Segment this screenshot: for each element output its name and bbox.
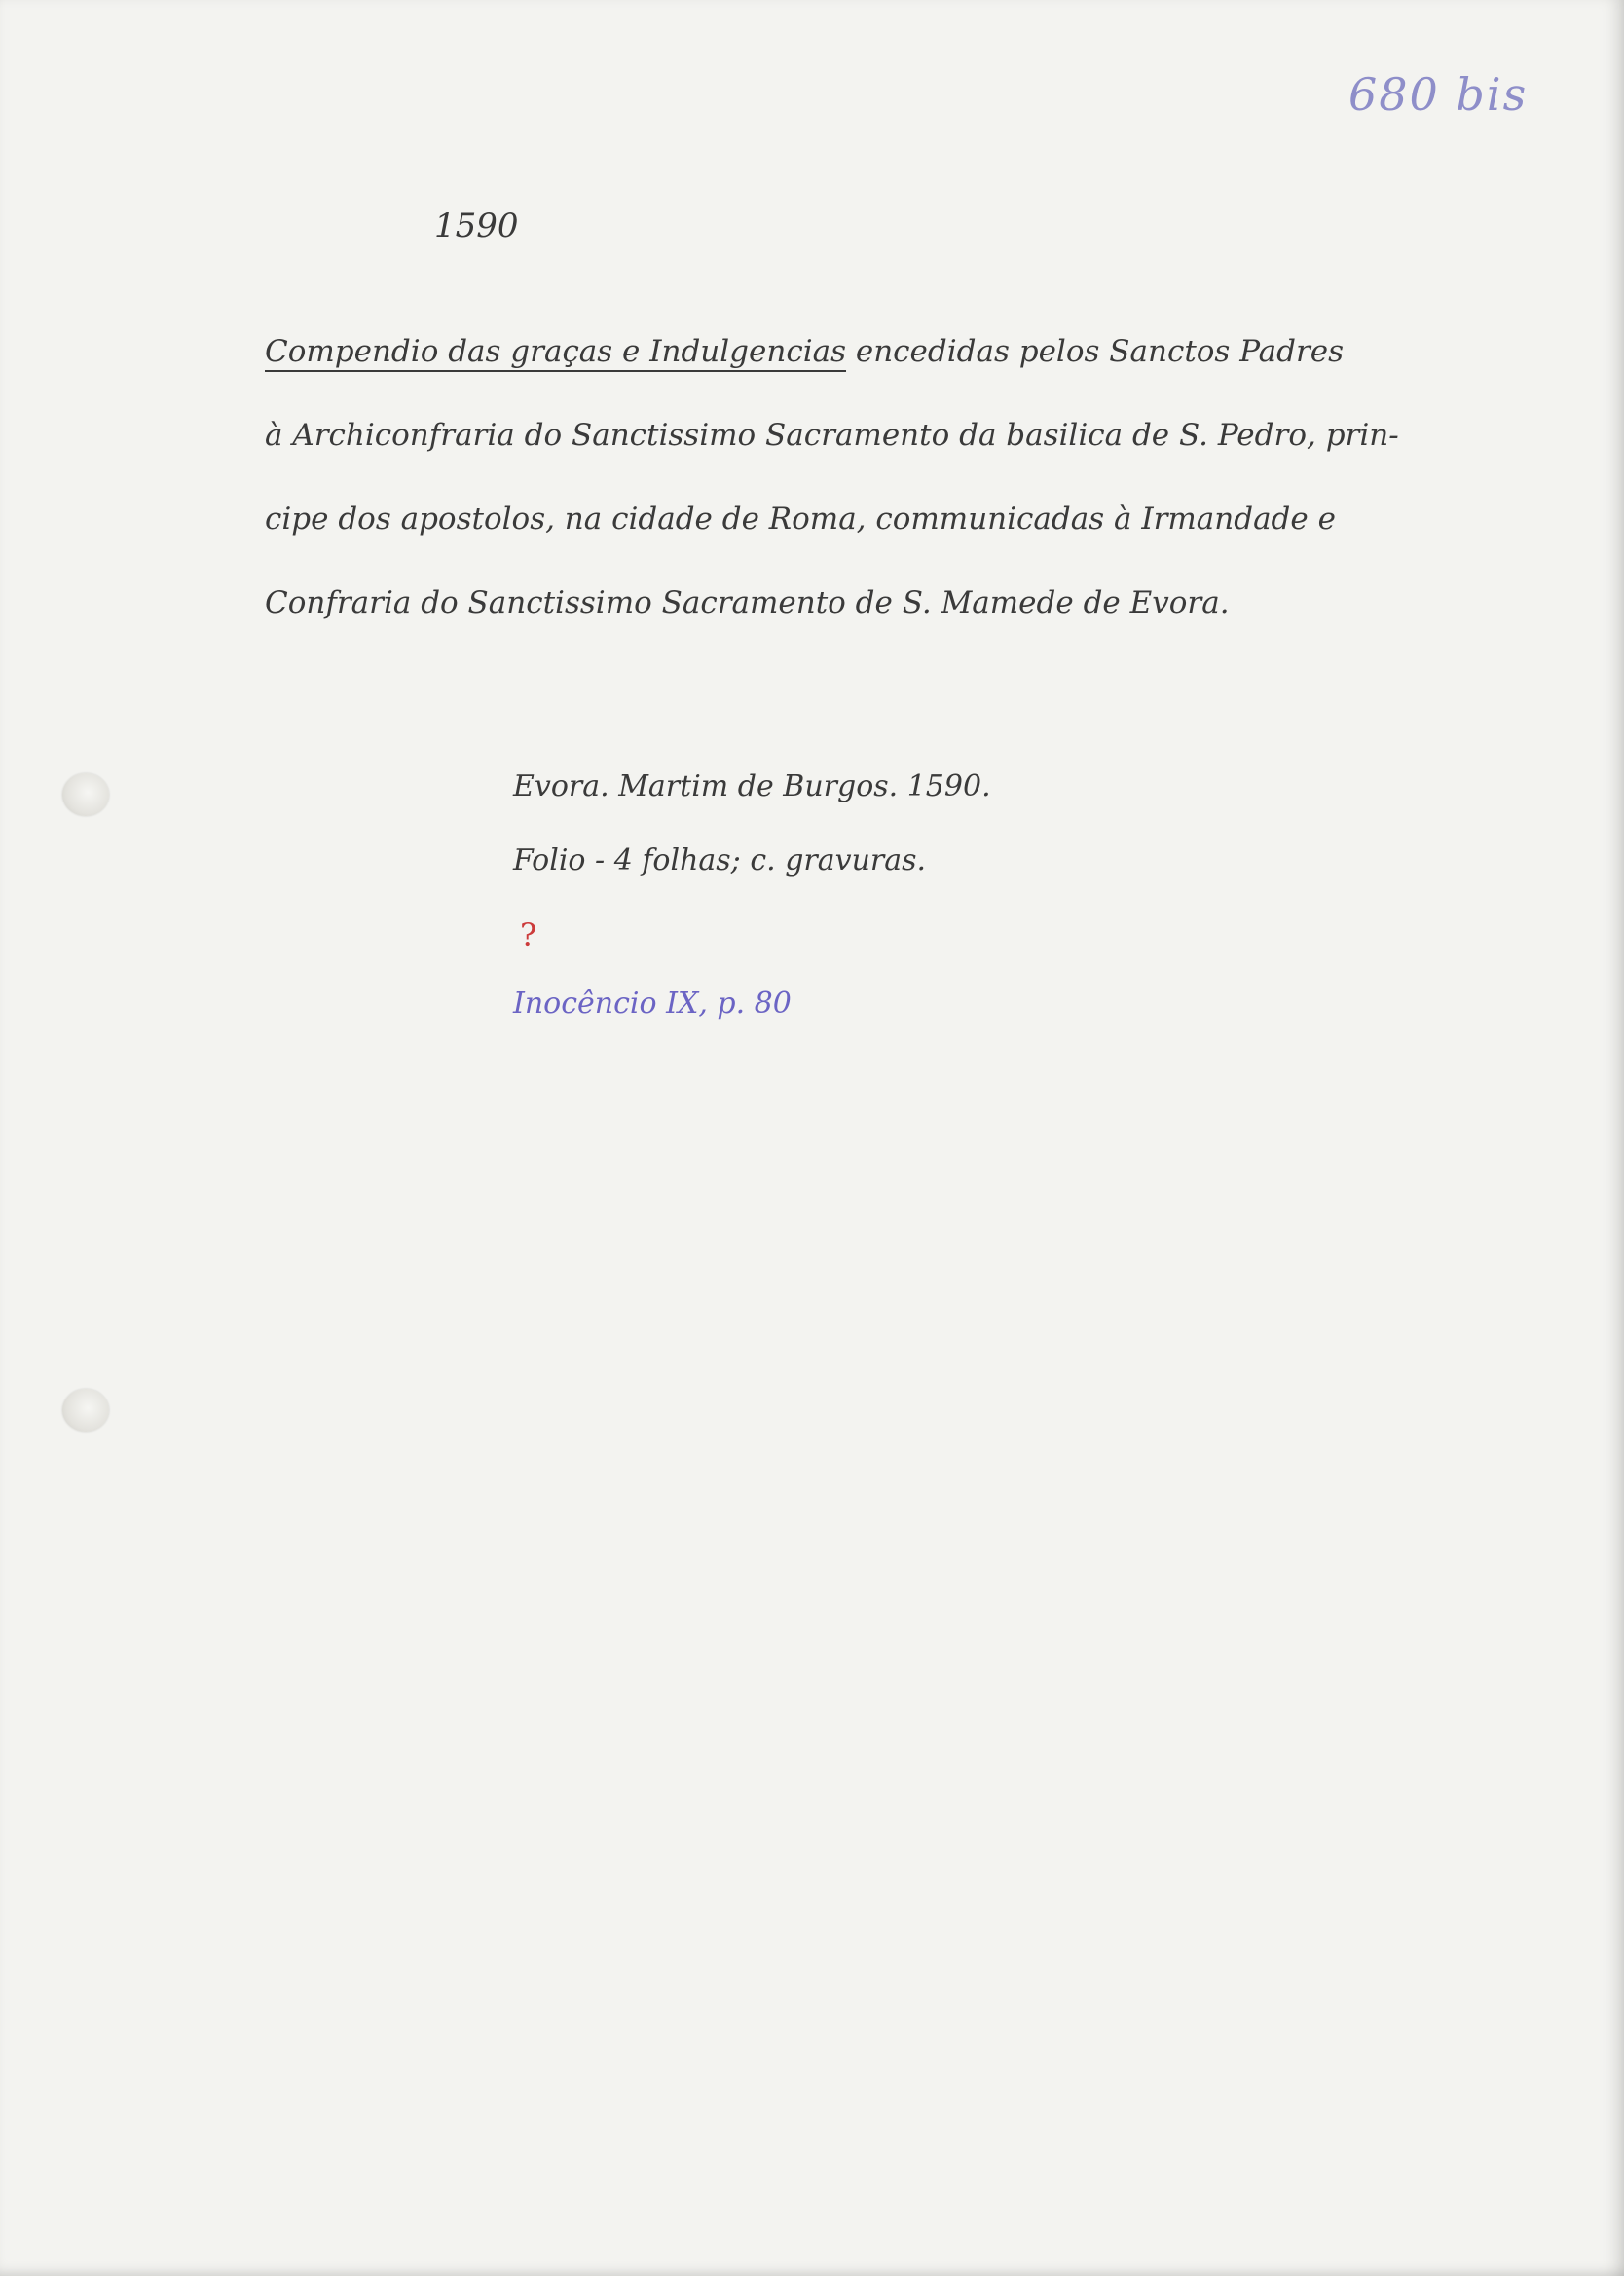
imprint-block bbox=[513, 750, 991, 898]
imprint-place-printer-year: Evora. Martim de Burgos. 1590. bbox=[513, 769, 991, 803]
title-line-1-rest: encedidas pelos Sanctos Padres bbox=[846, 334, 1345, 369]
bibliographic-reference: Inocêncio IX, p. 80 bbox=[513, 987, 792, 1021]
title-line-2: à Archiconfraria do Sanctissimo Sacramento da basilica de S. Pedro, prin- bbox=[265, 418, 1399, 453]
title-underlined: Compendio das graças e Indulgencias bbox=[265, 334, 847, 369]
publication-year: 1590 bbox=[434, 206, 519, 245]
punch-hole-bottom bbox=[62, 1389, 109, 1432]
title-line-4: Confraria do Sanctissimo Sacramento de S. Mamede de Evora. bbox=[265, 585, 1230, 620]
query-mark: ? bbox=[520, 916, 537, 953]
folio-number: 680 bis bbox=[1348, 68, 1529, 121]
title-line-3: cipe dos apostolos, na cidade de Roma, communicadas à Irmandade e bbox=[265, 502, 1336, 537]
imprint-format: Folio - 4 folhas; c. gravuras. bbox=[513, 843, 927, 877]
title-line-1 bbox=[265, 326, 1462, 410]
title-block bbox=[265, 326, 1462, 661]
punch-hole-top bbox=[62, 773, 109, 816]
